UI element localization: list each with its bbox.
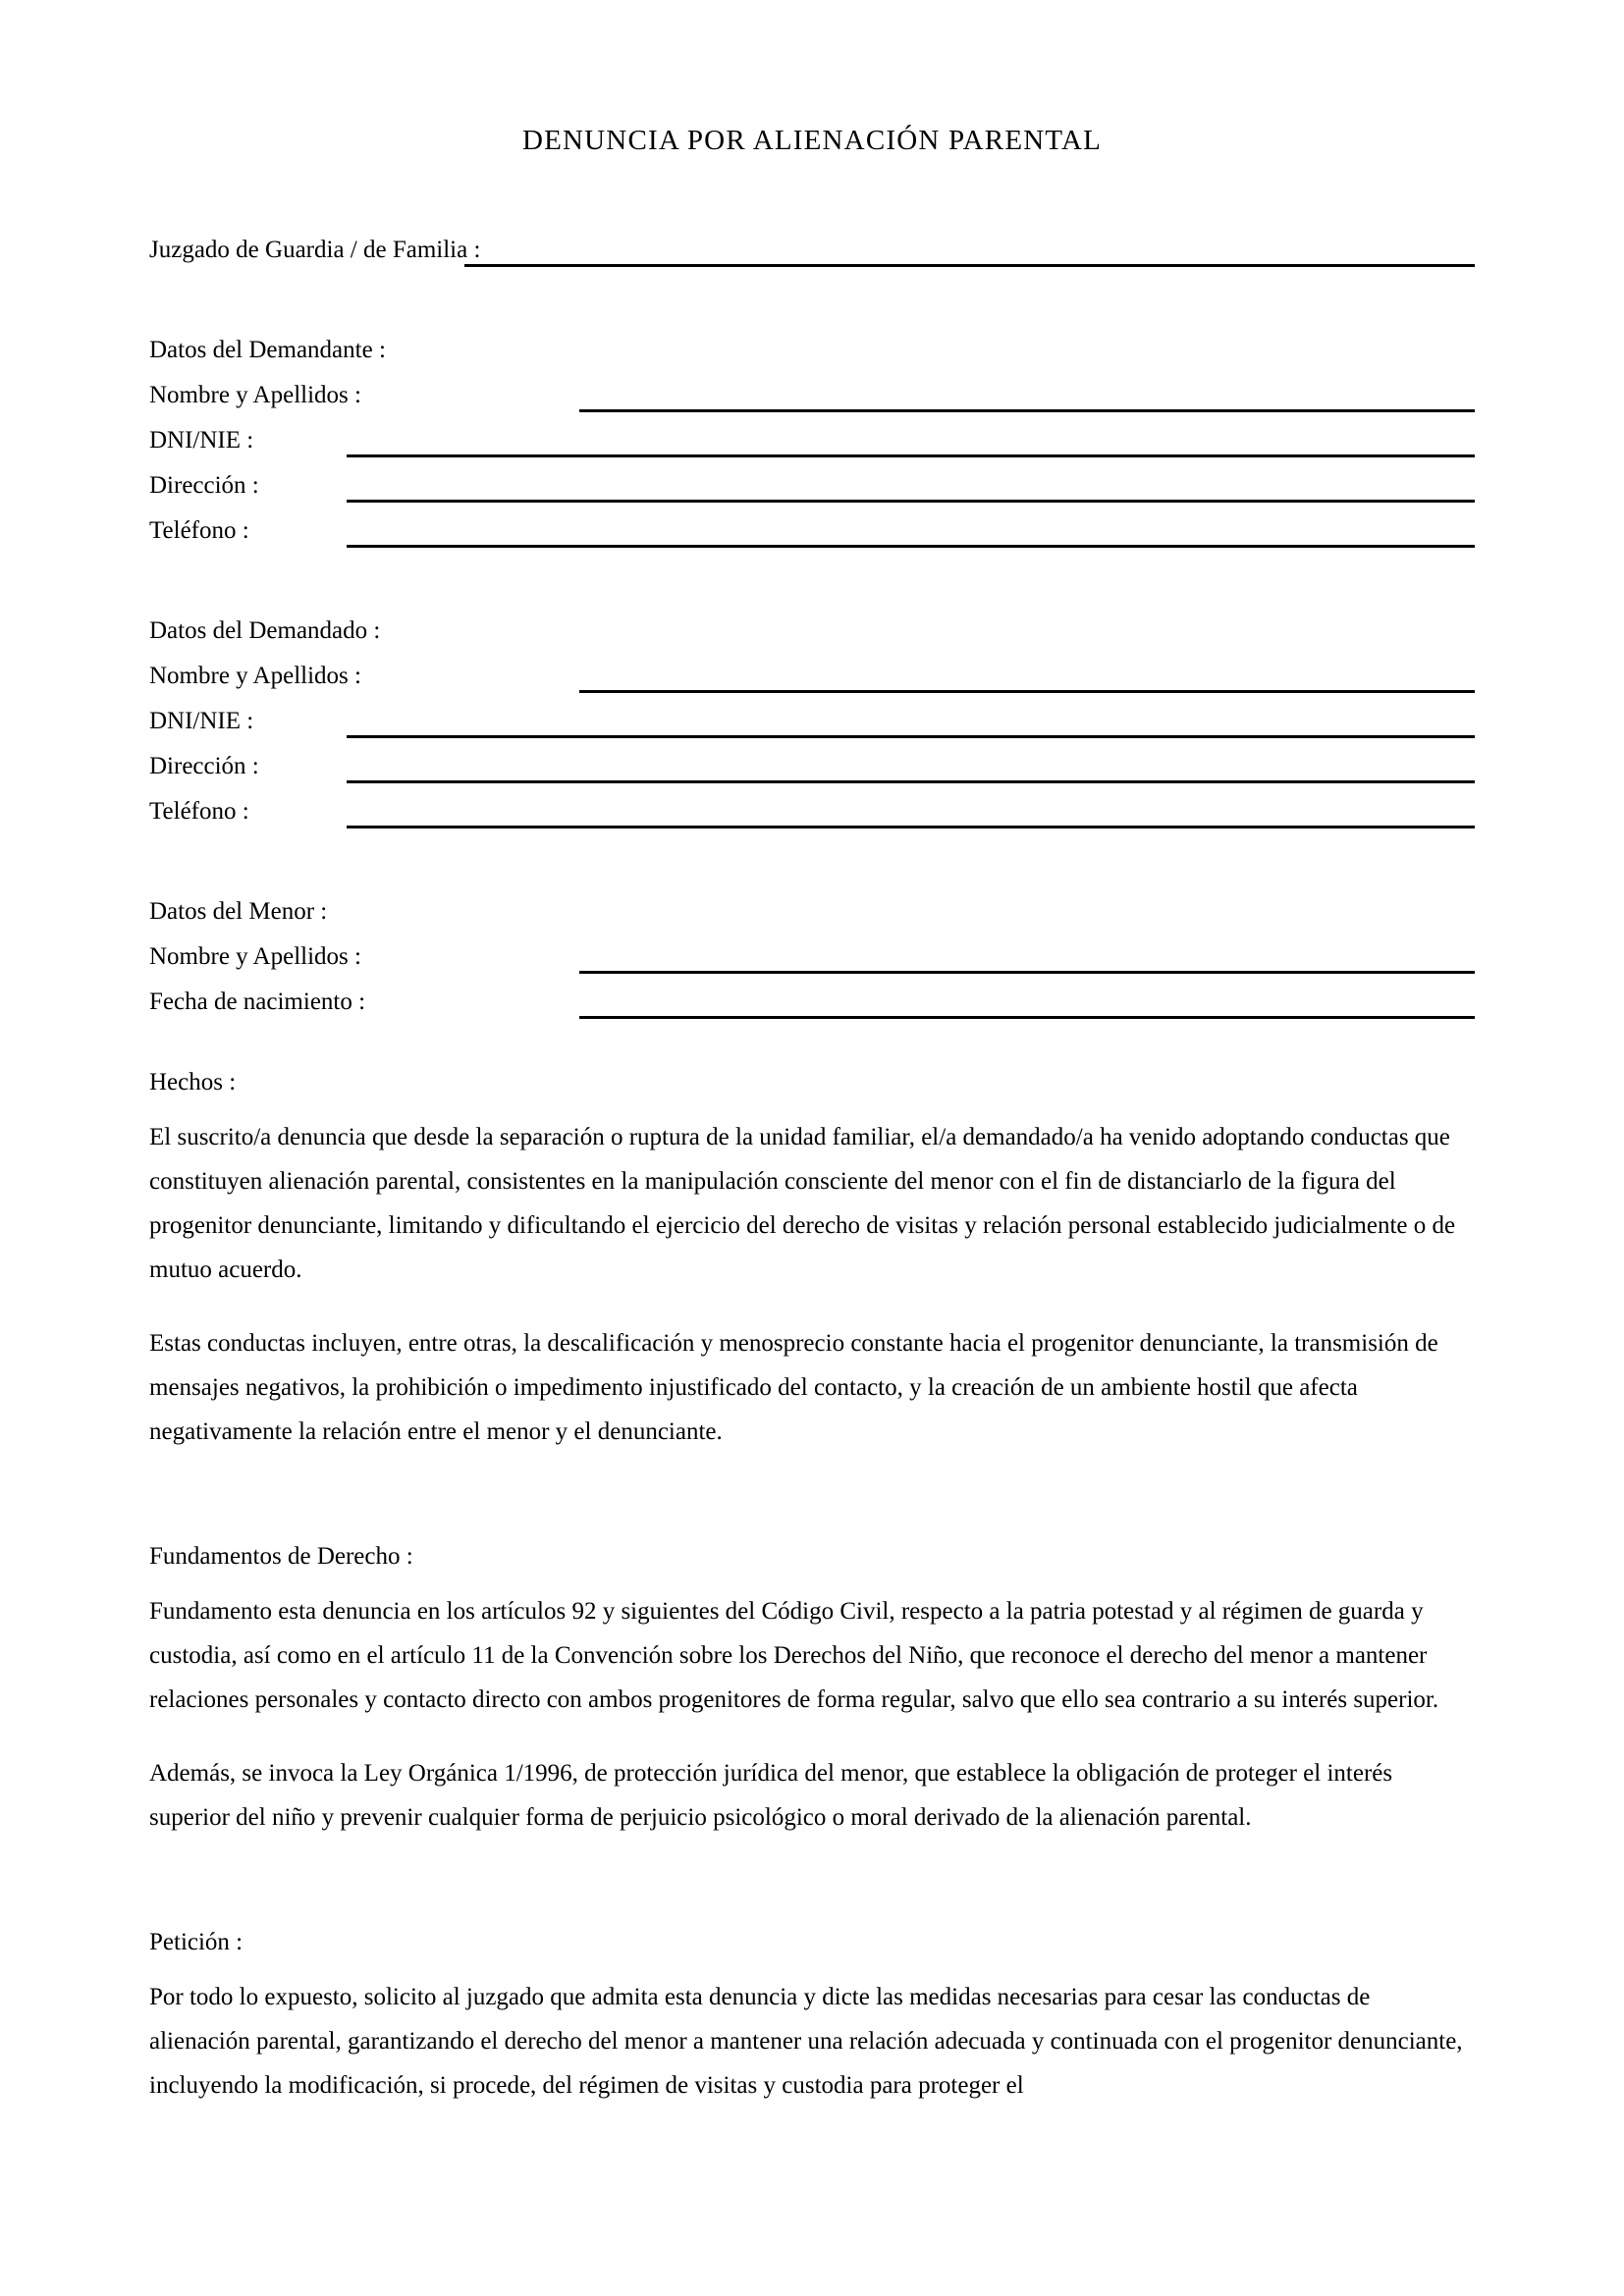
field-row-demandado-dni bbox=[149, 699, 1475, 744]
peticion-paragraph-1: Por todo lo expuesto, solicito al juzgado que admita esta denuncia y dicte las medidas necesarias para cesar las conductas de alienación parental, garantizando el derecho del menor a mantener una relación adecuada y continuada con el progenitor denunciante, incluyendo la modificación, si procede, del régimen de visitas y custodia para proteger el bbox=[149, 1984, 1463, 2099]
spacer bbox=[149, 1869, 1473, 1920]
fundamentos-paragraph-2: Además, se invoca la Ley Orgánica 1/1996, de protección jurídica del menor, que establece la obligación de proteger el interés superior del niño y prevenir cualquier forma de perjuicio psicológico o moral derivado de la alienación parental. bbox=[149, 1760, 1393, 1831]
field-write-line[interactable] bbox=[347, 500, 1475, 503]
field-label: DNI/NIE : bbox=[149, 708, 254, 734]
field-label: Nombre y Apellidos : bbox=[149, 943, 361, 970]
field-row-demandante-dni bbox=[149, 418, 1475, 463]
spacer bbox=[149, 273, 1475, 328]
field-label: Teléfono : bbox=[149, 798, 249, 825]
field-write-line[interactable] bbox=[347, 735, 1475, 738]
field-row-demandado-direccion bbox=[149, 744, 1475, 789]
field-row-juzgado bbox=[149, 228, 1475, 273]
section-heading-menor: Datos del Menor : bbox=[149, 898, 328, 925]
field-label: Dirección : bbox=[149, 753, 259, 779]
field-label: Dirección : bbox=[149, 472, 259, 499]
page-title: DENUNCIA POR ALIENACIÓN PARENTAL bbox=[521, 125, 1103, 156]
field-label: DNI/NIE : bbox=[149, 427, 254, 454]
section-heading-hechos: Hechos : bbox=[149, 1069, 237, 1095]
field-write-line[interactable] bbox=[579, 971, 1475, 974]
field-row-demandado-telefono bbox=[149, 789, 1475, 834]
field-write-line[interactable] bbox=[347, 780, 1475, 783]
field-label: Fecha de nacimiento : bbox=[149, 988, 366, 1015]
section-heading-demandado: Datos del Demandado : bbox=[149, 617, 381, 644]
juzgado-label: Juzgado de Guardia / de Familia : bbox=[149, 237, 481, 263]
field-label: Nombre y Apellidos : bbox=[149, 382, 361, 408]
field-row-menor-fecha bbox=[149, 980, 1475, 1025]
fundamentos-paragraph-1: Fundamento esta denuncia en los artículos 92 y siguientes del Código Civil, respecto a la patria potestad y al régimen de guarda y custodia, así como en el artículo 11 de la Convención sobre los Derechos del Niño, que reconoce el derecho del menor a mantener relaciones personales y contacto directo con ambos progenitores de forma regular, salvo que ello sea contrario a su interés superior. bbox=[149, 1598, 1439, 1713]
field-write-line[interactable] bbox=[347, 826, 1475, 828]
field-write-line[interactable] bbox=[579, 409, 1475, 412]
field-row-demandante-nombre bbox=[149, 373, 1475, 418]
field-write-line[interactable] bbox=[579, 690, 1475, 693]
field-row-menor-nombre bbox=[149, 934, 1475, 980]
section-heading-demandante: Datos del Demandante : bbox=[149, 337, 386, 363]
juzgado-write-line[interactable] bbox=[464, 264, 1475, 267]
section-heading-fundamentos: Fundamentos de Derecho : bbox=[149, 1543, 413, 1570]
hechos-paragraph-2: Estas conductas incluyen, entre otras, la descalificación y menosprecio constante hacia el progenitor denunciante, la transmisión de mensajes negativos, la prohibición o impedimento injustificado del contacto, y la creación de un ambiente hostil que afecta negativamente la relación entre el menor y el denunciante. bbox=[149, 1330, 1438, 1445]
field-write-line[interactable] bbox=[347, 545, 1475, 548]
section-heading-peticion: Petición : bbox=[149, 1929, 244, 1955]
form-fields-area bbox=[149, 228, 1475, 1025]
hechos-paragraph-1: El suscrito/a denuncia que desde la separación o ruptura de la unidad familiar, el/a demandado/a ha venido adoptando conductas que constituyen alienación parental, consistentes en la manipulación consciente del menor con el fin de distanciarlo de la figura del progenitor denunciante, limitando y dificultando el ejercicio del derecho de visitas y relación personal establecido judicialmente o de mutuo acuerdo. bbox=[149, 1124, 1456, 1283]
spacer bbox=[149, 554, 1475, 609]
field-write-line[interactable] bbox=[579, 1016, 1475, 1019]
field-label: Nombre y Apellidos : bbox=[149, 663, 361, 689]
field-row-demandante-telefono bbox=[149, 508, 1475, 554]
field-row-demandado-nombre bbox=[149, 654, 1475, 699]
field-label: Teléfono : bbox=[149, 517, 249, 544]
spacer bbox=[149, 1483, 1473, 1534]
field-write-line[interactable] bbox=[347, 454, 1475, 457]
spacer bbox=[149, 834, 1475, 889]
document-body bbox=[149, 1060, 1473, 2137]
field-row-demandante-direccion bbox=[149, 463, 1475, 508]
